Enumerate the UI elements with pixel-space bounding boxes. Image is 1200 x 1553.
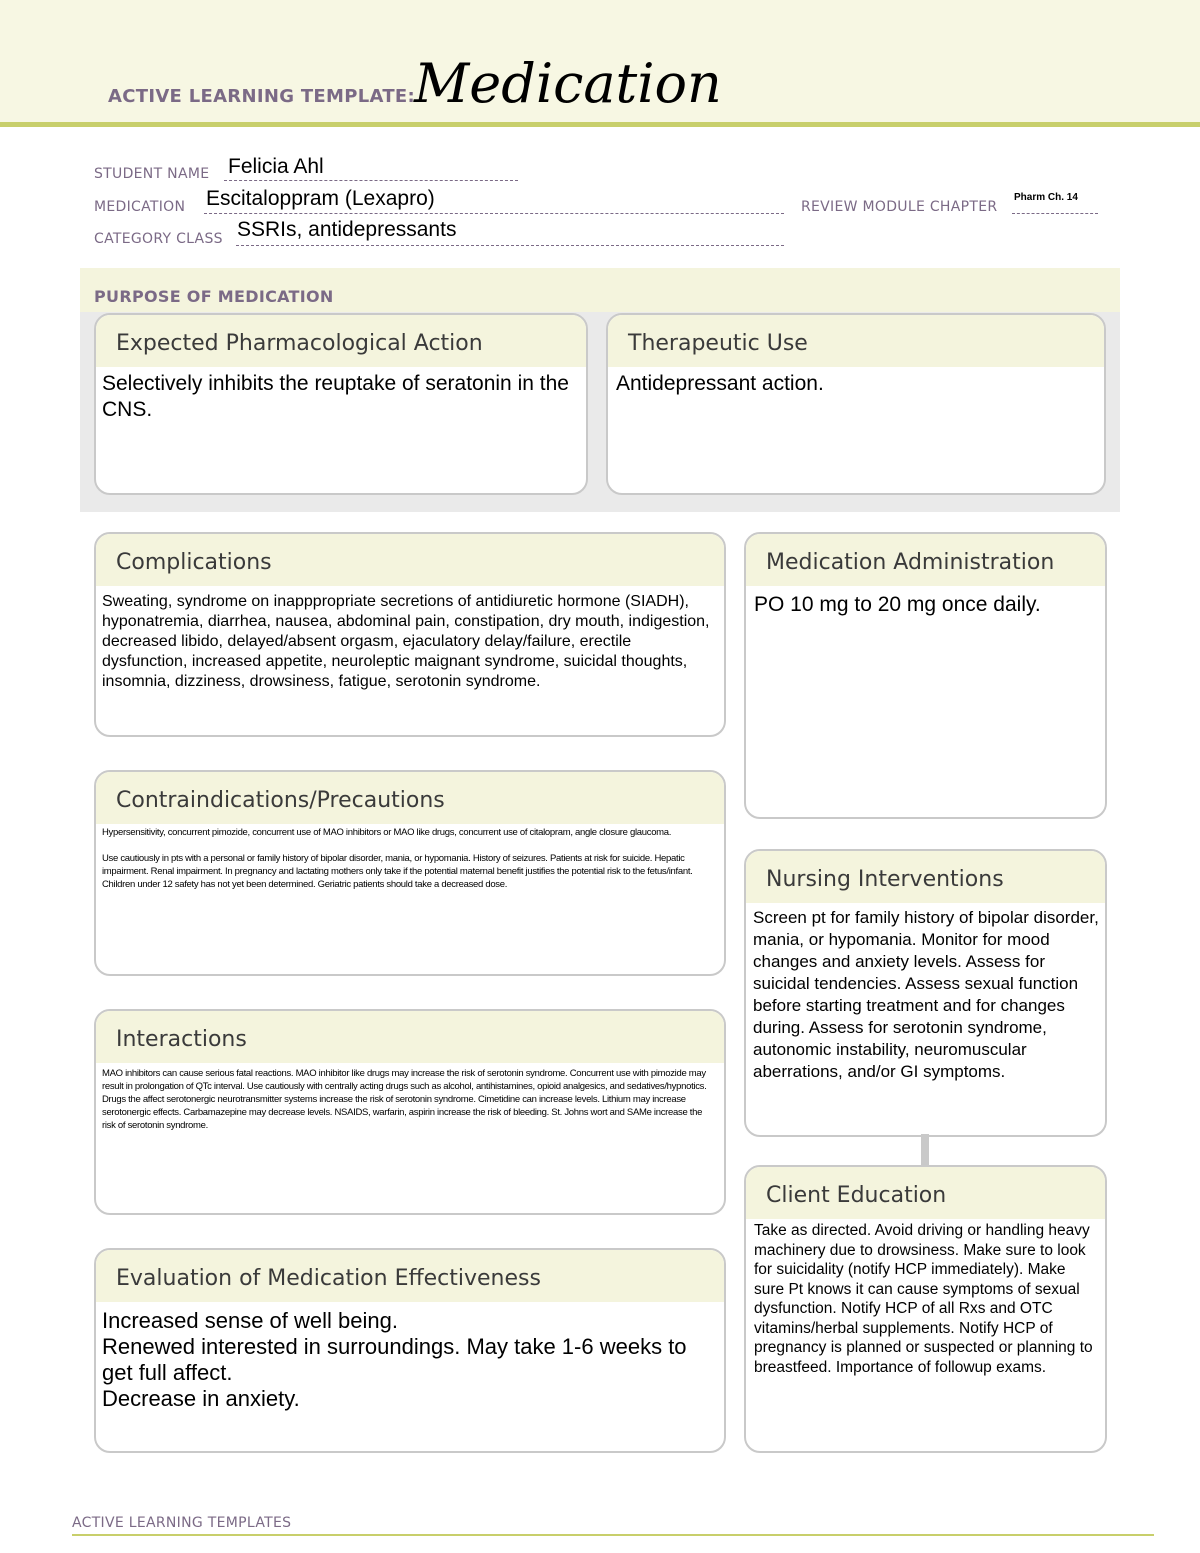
precautions-text[interactable]: Use cautiously in pts with a personal or family history of bipolar disorder, mania, or hypomania. History of seizures. Patients at risk for suicide. Hepatic impairment. Renal impairment. In pregnancy and lactating mothers only take if the potential maternal benefit justifies the potential risk to the fetus/infant. Children under 12 safety has not yet been determined. Geriatric patients should take a decreased dose. [102,853,693,890]
evaluation-box [94,1248,726,1453]
client-education-box [744,1165,1107,1453]
category-class-field[interactable]: SSRIs, antidepressants [237,218,457,241]
expected-action-title: Expected Pharmacological Action [96,315,586,367]
student-name-label: STUDENT NAME [94,166,210,182]
contraindications-text[interactable]: Hypersensitivity, concurrent pimozide, concurrent use of MAO inhibitors or MAO like drugs, concurrent use of citalopram, angle closure glaucoma. [102,827,672,838]
medication-administration-text[interactable]: PO 10 mg to 20 mg once daily. [754,593,1041,616]
client-education-text[interactable]: Take as directed. Avoid driving or handling heavy machinery due to drowsiness. Make sure to look for suicidality (notify HCP immediately). Make sure Pt knows it can cause symptoms of sexual dysfunction. Notify HCP of all Rxs and OTC vitamins/herbal supplements. Notify HCP of pregnancy is planned or suspected or planning to breastfeed. Importance of followup exams. [754,1222,1093,1376]
complications-title: Complications [96,534,724,586]
student-name-line [224,180,518,181]
header-rule [0,122,1200,127]
medication-field[interactable]: Escitaloppram (Lexapro) [206,187,435,210]
nursing-interventions-title: Nursing Interventions [746,851,1105,903]
category-class-label: CATEGORY CLASS [94,231,223,247]
expected-action-box [94,313,588,495]
purpose-label: PURPOSE OF MEDICATION [94,287,334,306]
nursing-interventions-text[interactable]: Screen pt for family history of bipolar disorder, mania, or hypomania. Monitor for mood changes and anxiety levels. Assess for suicidal tendencies. Assess sexual function before starting treatment and for changes during. Assess for serotonin syndrome, autonomic instability, neuromuscular aberrations, and/or GI symptoms. [753,908,1099,1081]
therapeutic-use-title: Therapeutic Use [608,315,1104,367]
footer-label: ACTIVE LEARNING TEMPLATES [72,1515,292,1531]
medication-label: MEDICATION [94,199,186,215]
footer-rule [72,1534,1154,1536]
nursing-interventions-box [744,849,1107,1137]
evaluation-line-2[interactable]: Renewed interested in surroundings. May take 1-6 weeks to get full affect. [102,1334,687,1385]
evaluation-line-1[interactable]: Increased sense of well being. [102,1308,398,1333]
category-class-line [236,245,784,246]
contraindications-title: Contraindications/Precautions [96,772,724,824]
student-name-field[interactable]: Felicia Ahl [228,155,324,178]
contraindications-box [94,770,726,976]
therapeutic-use-box [606,313,1106,495]
evaluation-line-3[interactable]: Decrease in anxiety. [102,1386,300,1411]
client-education-title: Client Education [746,1167,1105,1219]
complications-text[interactable]: Sweating, syndrome on inapppropriate secretions of antidiuretic hormone (SIADH), hyponatremia, diarrhea, nausea, abdominal pain, constipation, dry mouth, indigestion, decreased libido, delayed/absent orgasm, ejaculatory delay/failure, erectile dysfunction, increased appetite, neuroleptic maignant syndrome, suicidal thoughts, insomnia, dizziness, drowsiness, fatigue, serotonin syndrome. [102,593,710,690]
interactions-title: Interactions [96,1011,724,1063]
interactions-text[interactable]: MAO inhibitors can cause serious fatal reactions. MAO inhibitor like drugs may increase the risk of serotonin syndrome. Concurrent use with pimozide may result in prolongation of QTc interval. Use cautiously with centrally acting drugs such as alcohol, antihistamines, opioid analgesics, and sedatives/hypnotics. Drugs the affect serotonergic neurotransmitter systems increase the risk of serotonin syndrome. Cimetidine can increase levels. Lithium may increase serotonergic effects. Carbamazepine may decrease levels. NSAIDS, warfarin, aspirin increase the risk of bleeding. St. Johns wort and SAMe increase the risk of serotonin syndrome. [102,1068,707,1131]
therapeutic-use-text[interactable]: Antidepressant action. [616,372,824,395]
complications-box [94,532,726,737]
template-label: ACTIVE LEARNING TEMPLATE: [108,86,415,107]
connector-bar [921,1134,929,1166]
evaluation-title: Evaluation of Medication Effectiveness [96,1250,724,1302]
review-module-line [1012,213,1098,214]
review-module-label: REVIEW MODULE CHAPTER [801,199,998,215]
medication-line [204,213,784,214]
expected-action-text[interactable]: Selectively inhibits the reuptake of seratonin in the CNS. [102,372,569,421]
medication-administration-box [744,532,1107,819]
medication-administration-title: Medication Administration [746,534,1105,586]
page-title: Medication [414,52,722,115]
interactions-box [94,1009,726,1215]
review-module-field[interactable]: Pharm Ch. 14 [1014,192,1078,203]
